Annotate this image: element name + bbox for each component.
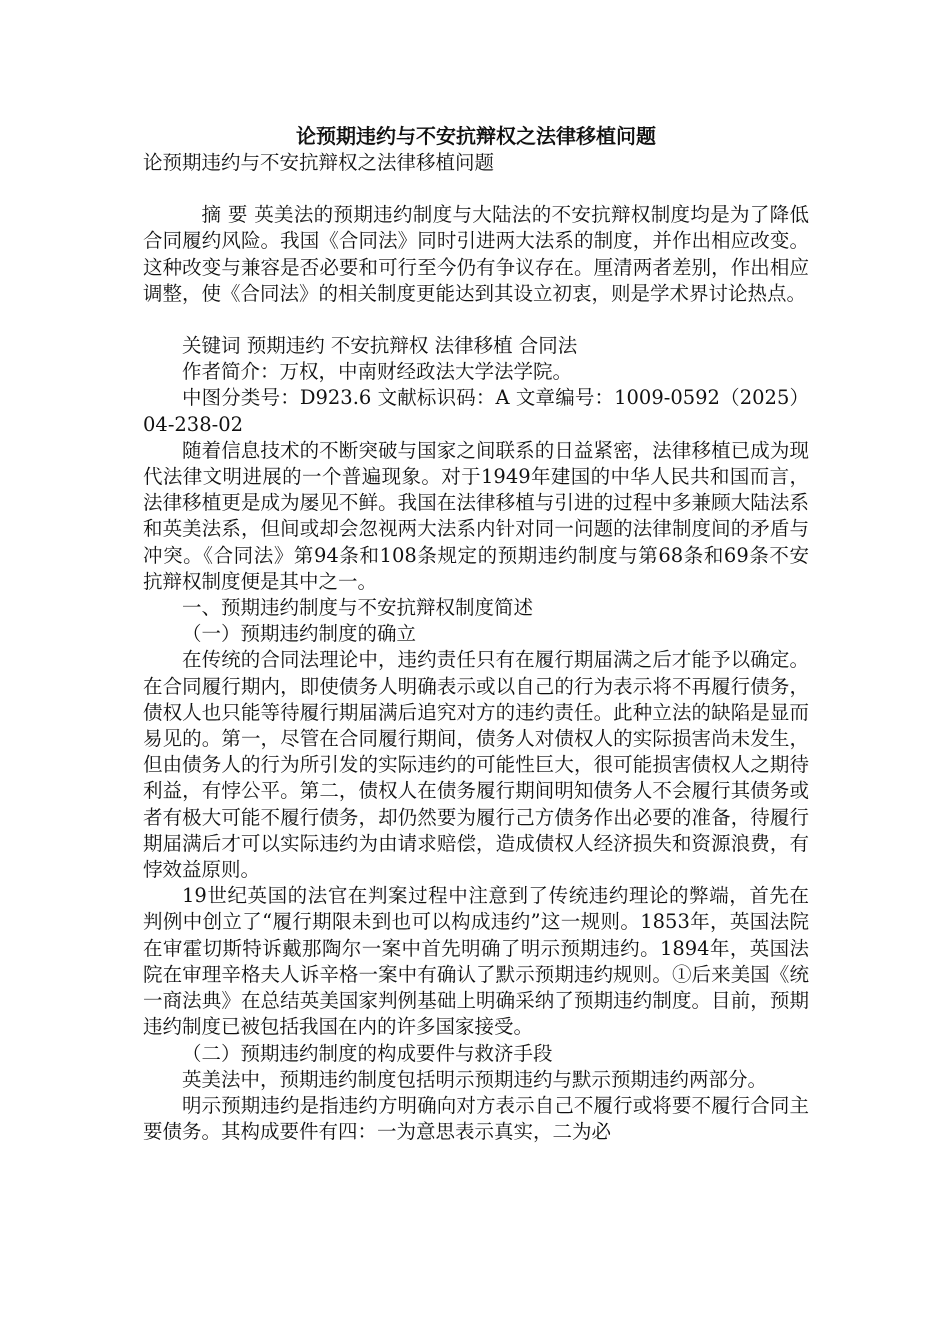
subsection-heading: （一）预期违约制度的确立 [182, 622, 417, 646]
body-paragraph: 19世纪英国的法官在判案过程中注意到了传统违约理论的弊端，首先在判例中创立了“履行期限未到也可以构成违约”这一规则。1853年，英国法院在审霍切斯特诉戴那陶尔一案中首先明确了明示预期违约。1894年，英国法院在审理辛格夫人诉辛格一案中有确认了默示预期违约规则。①后来美国《统一商法典》在总结英美国家判例基础上明确采纳了预期违约制度。目前，预期违约制度已被包括我国在内的许多国家接受。 [143, 884, 809, 1039]
spacer [143, 176, 809, 202]
section-heading: 一、预期违约制度与不安抗辩权制度简述 [182, 596, 534, 620]
body-paragraph: 英美法中，预期违约制度包括明示预期违约与默示预期违约两部分。 [182, 1067, 768, 1091]
spacer [143, 307, 809, 333]
document-title: 论预期违约与不安抗辩权之法律移植问题 [296, 124, 656, 148]
body-paragraph: 随着信息技术的不断突破与国家之间联系的日益紧密，法律移植已成为现代法律文明进展的一个普遍现象。对于1949年建国的中华人民共和国而言，法律移植更是成为屡见不鲜。我国在法律移植与引进的过程中多兼顾大陆法系和英美法系，但间或却会忽视两大法系内针对同一问题的法律制度间的矛盾与冲突。《合同法》第94条和108条规定的预期违约制度与第68条和69条不安抗辩权制度便是其中之一。 [143, 438, 809, 593]
keywords-line: 关键词 预期违约 不安抗辩权 法律移植 合同法 [182, 334, 578, 358]
body-paragraph: 明示预期违约是指违约方明确向对方表示自己不履行或将要不履行合同主要债务。其构成要件有四：一为意思表示真实，二为必 [143, 1093, 809, 1144]
subsection-heading: （二）预期违约制度的构成要件与救济手段 [182, 1041, 553, 1065]
abstract-paragraph: 摘 要 英美法的预期违约制度与大陆法的不安抗辩权制度均是为了降低合同履约风险。我国《合同法》同时引进两大法系的制度，并作出相应改变。这种改变与兼容是否必要和可行至今仍有争议存在。厘清两者差别，作出相应调整，使《合同法》的相关制度更能达到其设立初衷，则是学术界讨论热点。 [143, 203, 809, 305]
document-body [143, 122, 809, 1145]
author-line: 作者简介：万权，中南财经政法大学法学院。 [182, 360, 573, 384]
classification-line: 中图分类号：D923.6 文献标识码：A 文章编号：1009-0592（2025）04-238-02 [143, 386, 809, 436]
document-subtitle: 论预期违约与不安抗辩权之法律移植问题 [143, 151, 495, 174]
body-paragraph: 在传统的合同法理论中，违约责任只有在履行期届满之后才能予以确定。在合同履行期内，即使债务人明确表示或以自己的行为表示将不再履行债务，债权人也只能等待履行期届满后追究对方的违约责任。此种立法的缺陷是显而易见的。第一，尽管在合同履行期间，债务人对债权人的实际损害尚未发生，但由债务人的行为所引发的实际违约的可能性巨大，很可能损害债权人之期待利益，有悖公平。第二，债权人在债务履行期间明知债务人不会履行其债务或者有极大可能不履行债务，却仍然要为履行己方债务作出必要的准备，待履行期届满后才可以实际违约为由请求赔偿，造成债权人经济损失和资源浪费，有悖效益原则。 [143, 648, 809, 882]
